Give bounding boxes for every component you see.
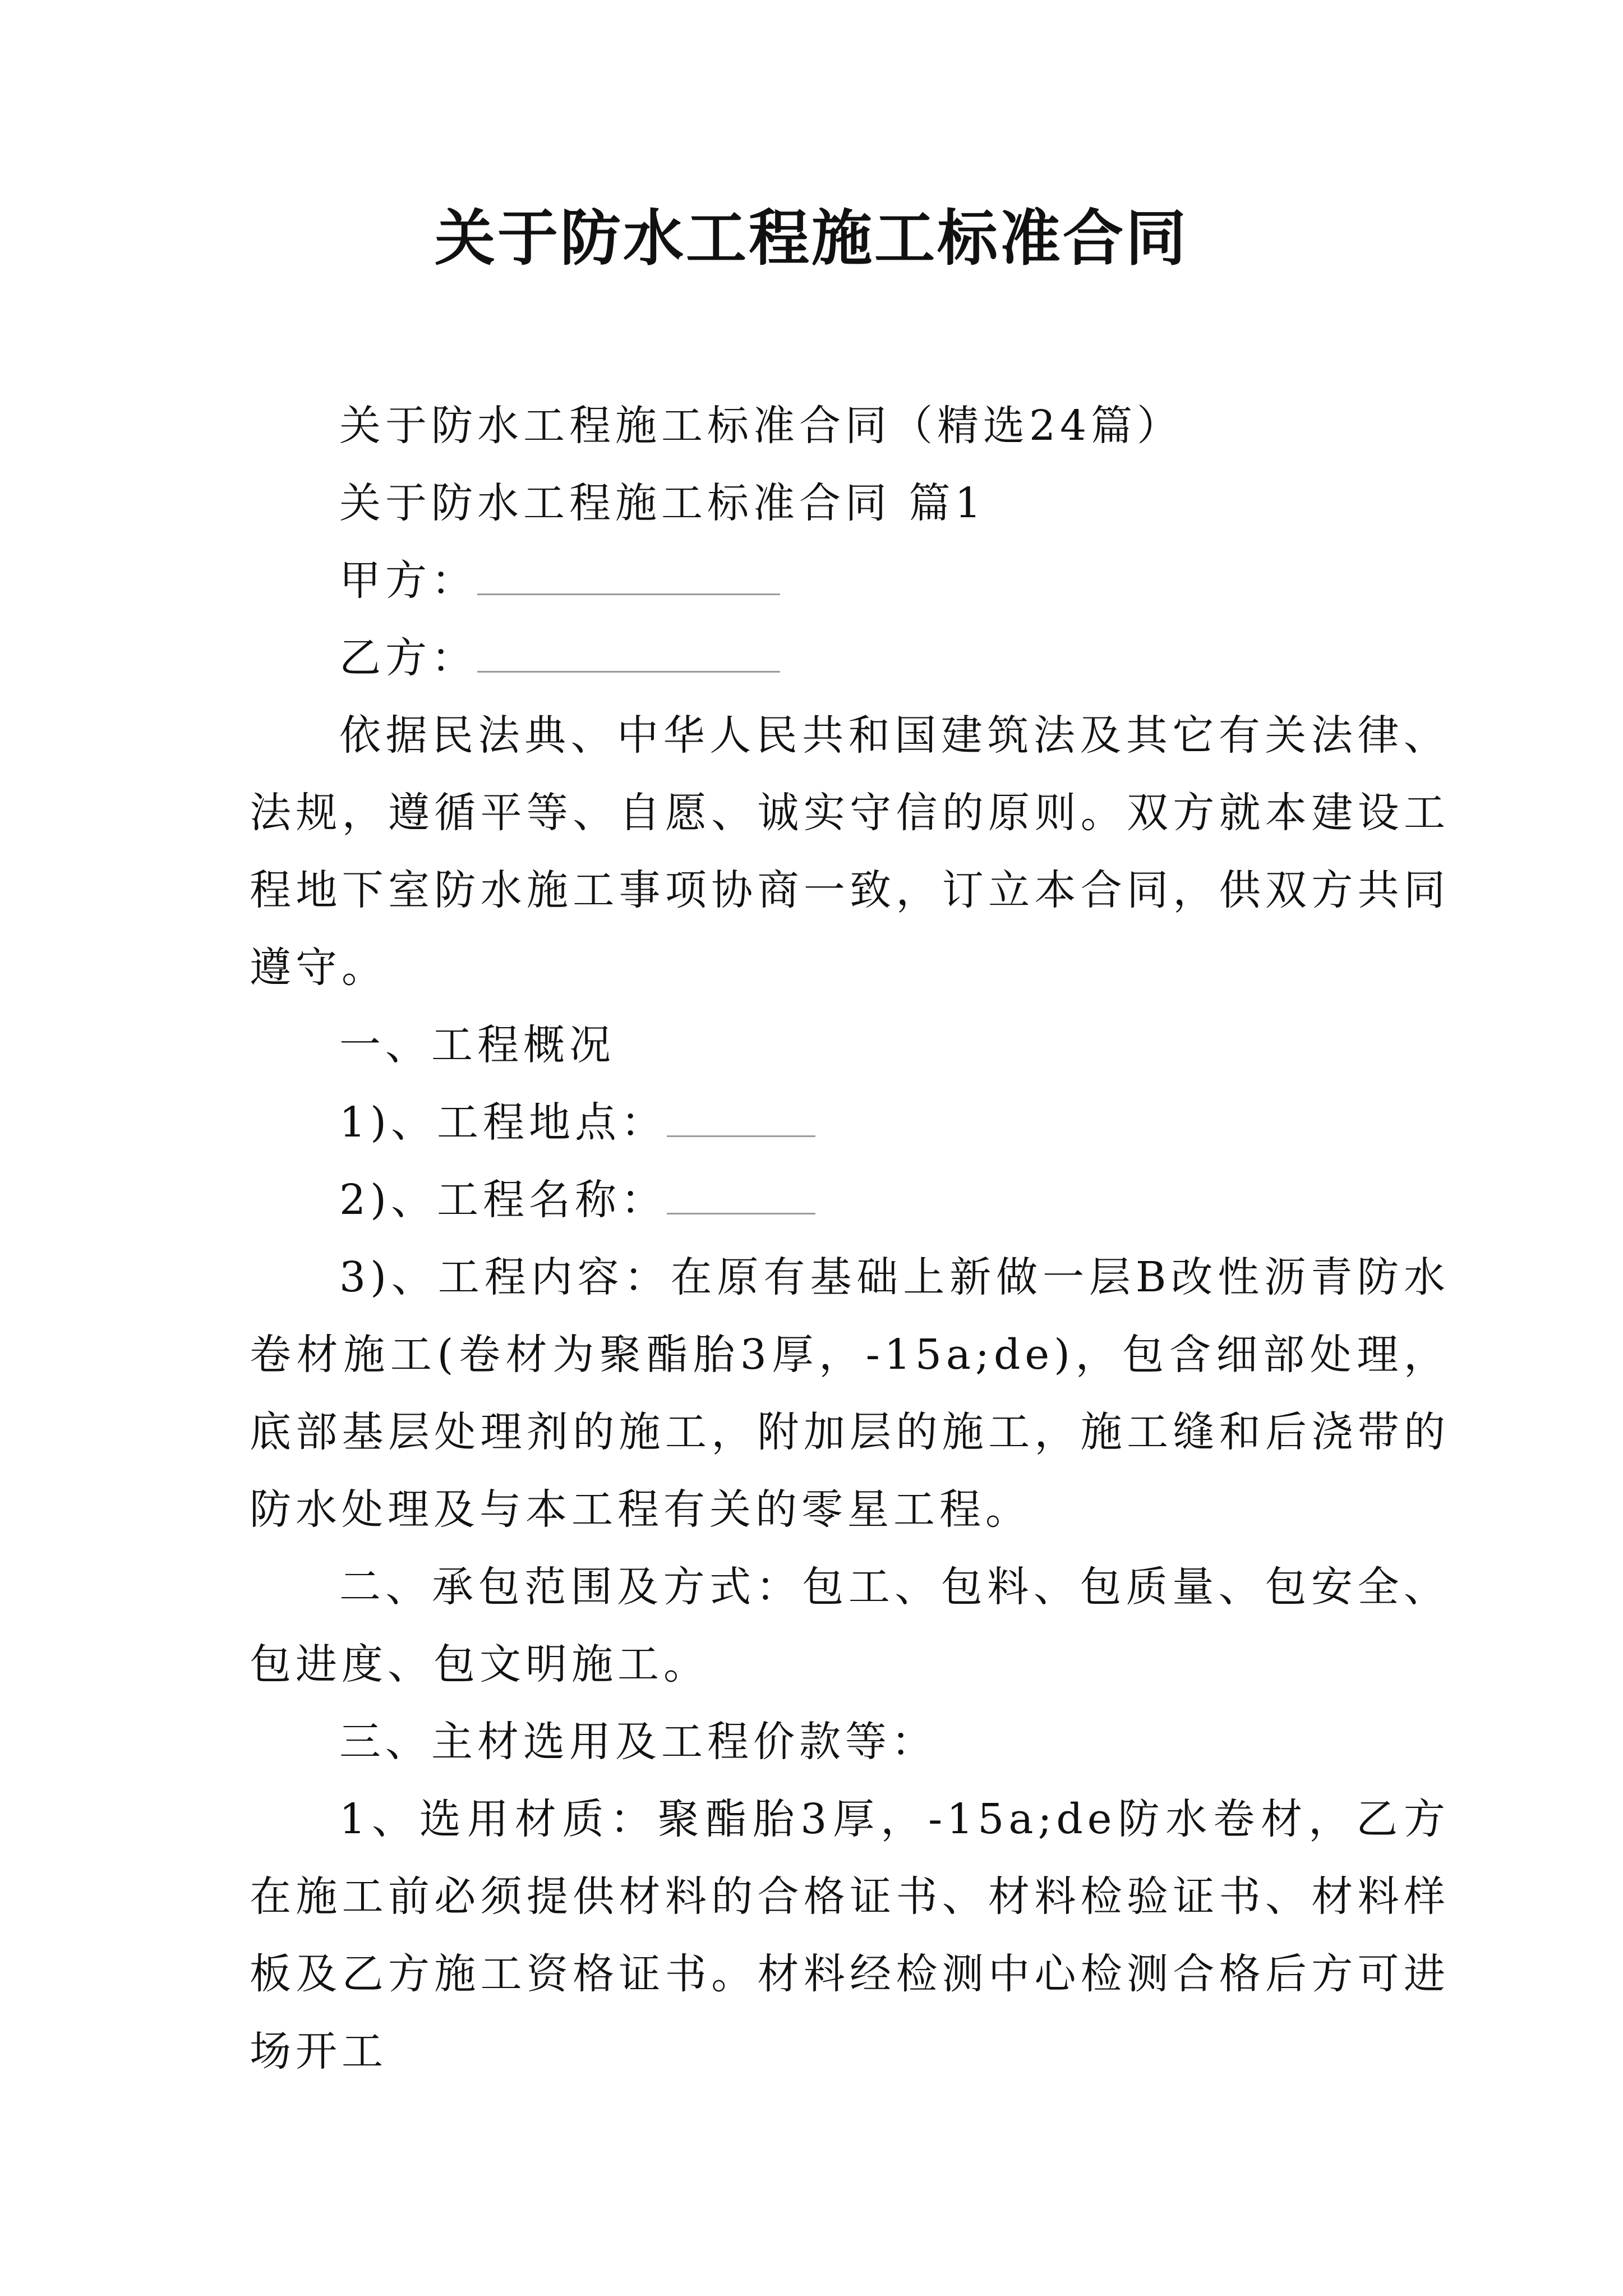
chapter-heading: 关于防水工程施工标准合同 篇1 (339, 479, 986, 527)
project-name-blank (667, 1161, 815, 1214)
section-2-paragraph: 二、承包范围及方式：包工、包料、包质量、包安全、包进度、包文明施工。 (250, 1563, 1450, 1688)
collection-heading: 关于防水工程施工标准合同（精选24篇） (339, 402, 1183, 450)
document-title: 关于防水工程施工标准合同 (434, 203, 1188, 274)
project-location-blank (667, 1084, 815, 1137)
project-location-label: 1)、工程地点： (339, 1098, 667, 1147)
party-b-line (250, 619, 1450, 697)
project-name-label: 2)、工程名称： (339, 1176, 667, 1224)
party-a-blank (477, 542, 780, 595)
project-content-paragraph: 3)、工程内容：在原有基础上新做一层B改性沥青防水卷材施工(卷材为聚酯胎3厚，-15a;de)，包含细部处理，底部基层处理剂的施工，附加层的施工，施工缝和后浇带的防水处理及与本工程有关的零星工程。 (250, 1253, 1450, 1534)
section-1-heading: 一、工程概况 (339, 1021, 615, 1069)
party-a-label: 甲方： (339, 556, 477, 605)
section-3-heading: 三、主材选用及工程价款等： (339, 1718, 937, 1766)
party-b-label: 乙方： (339, 634, 477, 682)
material-paragraph: 1、选用材质：聚酯胎3厚，-15a;de防水卷材，乙方在施工前必须提供材料的合格证书、材料检验证书、材料样板及乙方施工资格证书。材料经检测中心检测合格后方可进场开工 (250, 1795, 1450, 2076)
project-name-line (250, 1161, 1450, 1239)
intro-paragraph: 依据民法典、中华人民共和国建筑法及其它有关法律、法规，遵循平等、自愿、诚实守信的原则。双方就本建设工程地下室防水施工事项协商一致，订立本合同，供双方共同遵守。 (250, 711, 1450, 992)
document-body (250, 387, 1450, 2090)
party-b-blank (477, 619, 780, 673)
party-a-line (250, 542, 1450, 619)
project-location-line (250, 1084, 1450, 1161)
